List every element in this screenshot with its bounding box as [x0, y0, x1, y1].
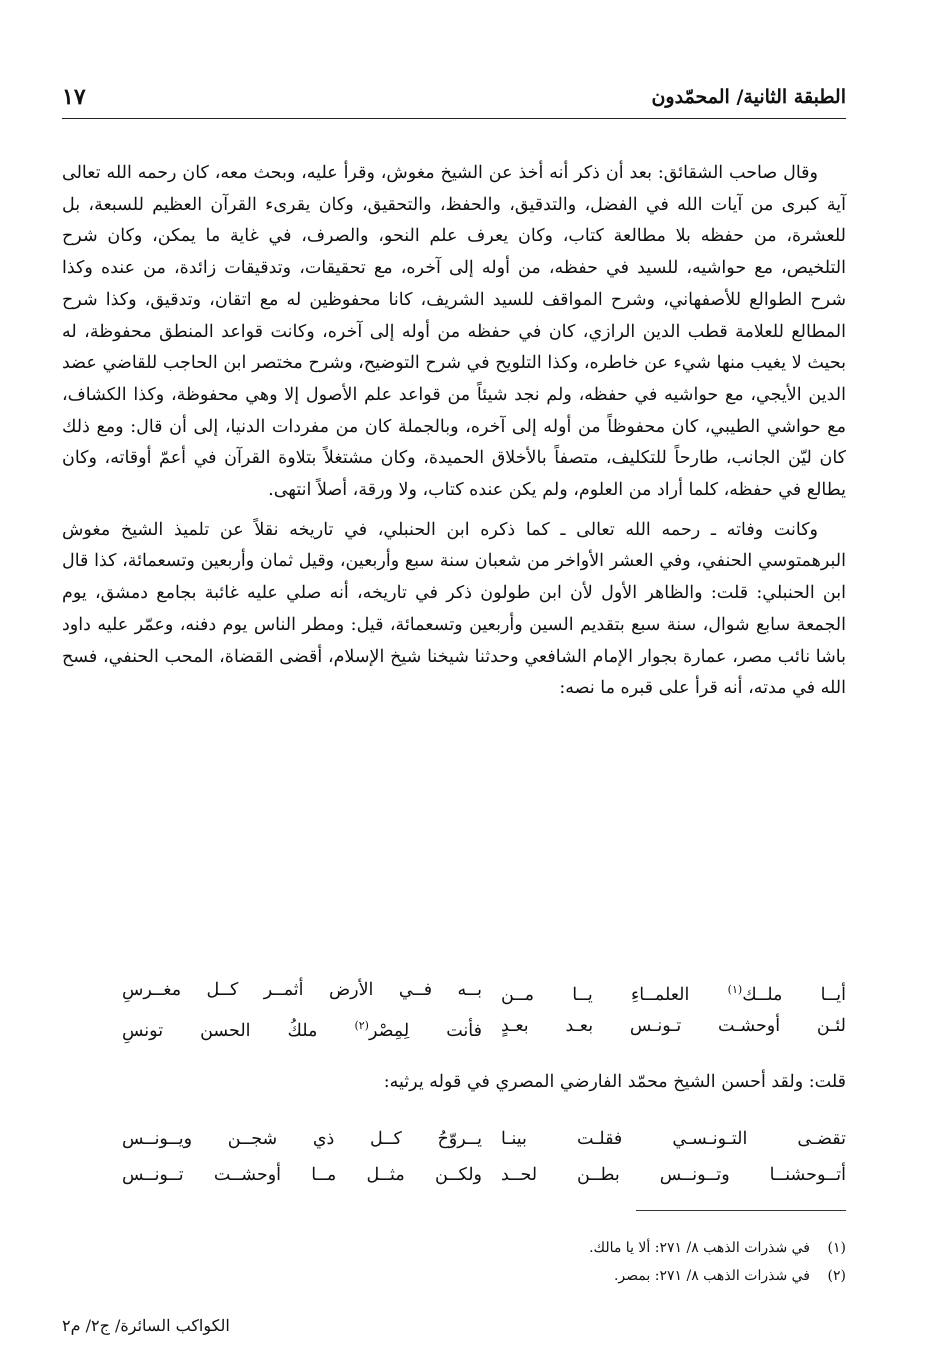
verse-text: فأنت لِمِصْر	[368, 1020, 482, 1041]
verse-first-half	[501, 972, 846, 1008]
body-text	[62, 158, 846, 705]
poem-verse	[122, 1157, 846, 1193]
verse-second-half	[122, 1008, 482, 1044]
verse-first-half: تقضـى التـونـسـي فقلـت بينـا	[501, 1129, 846, 1149]
running-title: الطبقة الثانية/ المحمّدون	[651, 86, 846, 108]
footnote-marker: (١)	[827, 1240, 846, 1256]
paragraph: وقال صاحب الشقائق: بعد أن ذكر أنه أخذ عن الشيخ مغوش، وقرأ عليه، وبحث معه، كان رحمه الله تعالى آية كبرى من آيات الله في الفضل، والتدقيق، والحفظ، والتحقيق، وكان يقرىء القرآن العظيم للسبعة، بل للعشرة، من حفظه بلا مطالعة كتاب، وكان يعرف علم النحو، والصرف، في غاية ما يمكن، وكان شرح التلخيص، مع حواشيه، للسيد في حفظه، من أوله إلى آخره، مع تحقيقات، وتدقيقات زائدة، من عنده وكذا شرح الطوالع للأصفهاني، وشرح المواقف للسيد الشريف، كانا محفوظين له مع اتقان، وتدقيق، وكذا شرح المطالع للعلامة قطب الدين الرازي، كان في حفظه من أوله إلى آخره، وكانت قواعد المنطق محفوظة، له بحيث لا يغيب منها شيء عن خاطره، وكذا التلويح في شرح التوضيح، وشرح مختصر ابن الحاجب للقاضي عضد الدين الأيجي، مع حواشيه في حفظه، ولم نجد شيئاً من قواعد علم الأصول إلا وهي محفوظة، وكذا الكشاف، مع حواشي الطيبي، كان محفوظاً من أوله إلى آخره، وبالجملة كان من مفردات الدنيا، إلى أن قال: ومع ذلك كان ليّن الجانب، طارحاً للتكليف، متصفاً بالأخلاق الحميدة، وكان مشتغلاً بتلاوة القرآن في أعمّ أوقاته، وكان يطالع في حفظه، كلما أراد من العلوم، ولم يكن عنده كتاب، ولا ورقة، أصلاً انتهى.	[62, 163, 846, 501]
poem-verse	[122, 1121, 846, 1157]
verse-first-half: أتــوحشنــا وتــونــس بطــن لحــد	[501, 1165, 846, 1185]
footnote-divider	[636, 1210, 846, 1211]
footnote-ref[interactable]: (١)	[727, 983, 743, 996]
book-page	[62, 0, 846, 1360]
poem-verse	[122, 972, 846, 1008]
page-header	[62, 84, 846, 119]
verse-text: العلمــاءِ يــا مــن	[501, 984, 728, 1005]
footnote-text: في شذرات الذهب ٨/ ٢٧١: بمصر.	[613, 1268, 810, 1284]
verse-second-half: ولكــن مثــل مــا أوحشــت تــونــس	[122, 1165, 482, 1185]
poem-intro: قلت: ولقد أحسن الشيخ محمّد الفارضي المصري في قوله يرثيه:	[383, 1072, 846, 1092]
verse-second-half: يــروّحُ كــل ذي شجــن ويــونــس	[122, 1129, 482, 1149]
footnote-ref[interactable]: (٢)	[354, 1019, 369, 1032]
poem-verse	[122, 1008, 846, 1044]
verse-first-half: لئـن أوحشـت تـونـس بعـد بعـدٍ	[501, 1016, 846, 1036]
footnote	[62, 1234, 846, 1262]
paragraph: وكانت وفاته ـ رحمه الله تعالى ـ كما ذكره ابن الحنبلي، في تاريخه نقلاً عن تلميذ الشيخ مغوش البرهمتوسي الحنفي، وفي العشر الأواخر من شعبان سنة سبع وأربعين، وقيل ثمان وأربعين وتسعمائة، كذا قال ابن الحنبلي: قلت: والظاهر الأول لأن ابن طولون ذكر في تاريخه، أنه صلي عليه غائبة بجامع دمشق، يوم الجمعة سابع شوال، سنة سبع بتقديم السين وأربعين وتسعمائة، قيل: ومطر الناس يوم دفنه، وعمّر عليه داود باشا نائب مصر، عمارة بجوار الإمام الشافعي وحدثنا شيخنا شيخ الإسلام، أقضى القضاة، المحب الحنفي، فسح الله في مدته، أنه قرأ على قبره ما نصه:	[62, 519, 846, 699]
footnote	[62, 1262, 846, 1290]
footnotes	[62, 1234, 846, 1290]
verse-second-half: بــه فــي الأرض أثمــر كــل مغــرسِ	[122, 980, 482, 1000]
poem-block	[122, 972, 846, 1044]
poem-block	[122, 1121, 846, 1193]
page-number: ١٧	[62, 84, 86, 110]
footnote-text: في شذرات الذهب ٨/ ٢٧١: ألا يا مالك.	[589, 1240, 810, 1256]
footnote-marker: (٢)	[827, 1268, 846, 1284]
printer-signature: الكواكب السائرة/ ج٢/ م٢	[62, 1316, 230, 1335]
verse-text: أيــا ملــك	[742, 984, 846, 1005]
verse-text: ملكُ الحسن تونسِ	[122, 1020, 355, 1041]
